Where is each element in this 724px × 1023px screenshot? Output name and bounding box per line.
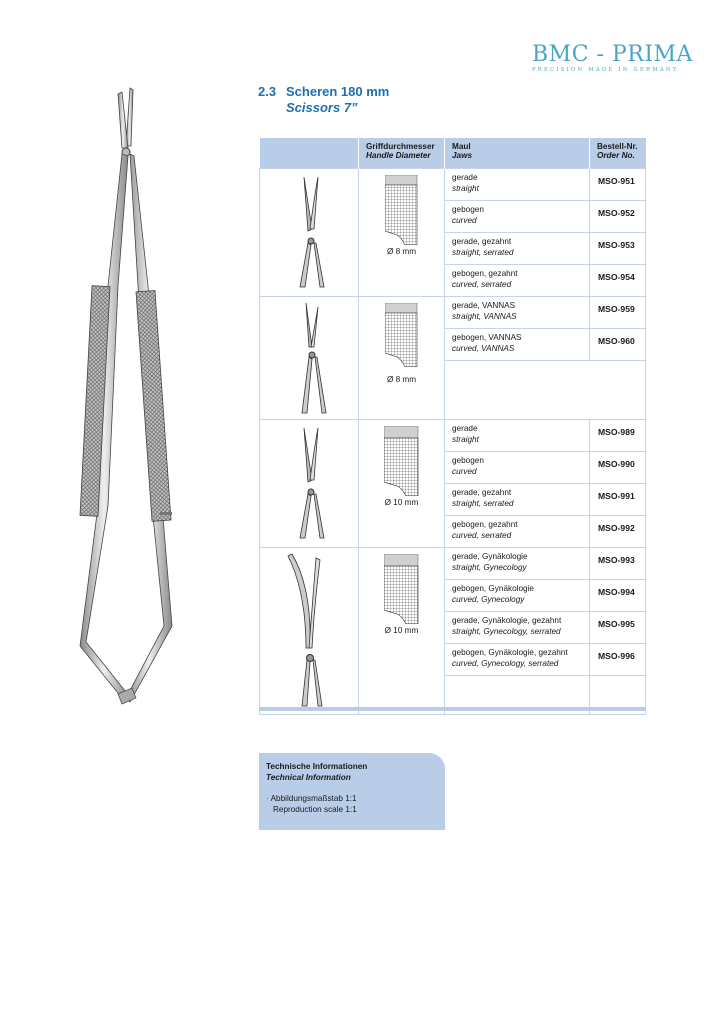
order-number: MSO-993 bbox=[590, 548, 646, 580]
handle-knurl-icon bbox=[385, 175, 419, 245]
jaw-cell: gerade straight bbox=[445, 169, 590, 201]
scissors-illustration bbox=[52, 86, 192, 708]
handle-knurl-icon bbox=[385, 303, 419, 367]
logo-tagline: PRECISION MADE IN GERMANY bbox=[532, 67, 679, 73]
jaw-cell: gerade, VANNAS straight, VANNAS bbox=[445, 297, 590, 329]
order-number: MSO-951 bbox=[590, 169, 646, 201]
tip-image-gynecology bbox=[260, 548, 359, 715]
jaw-cell: gebogen, gezahnt curved, serrated bbox=[445, 516, 590, 548]
order-number: MSO-989 bbox=[590, 420, 646, 452]
table-header-row bbox=[260, 138, 646, 169]
jaw-cell: gerade, gezahnt straight, serrated bbox=[445, 484, 590, 516]
section-title-en: Scissors 7” bbox=[286, 100, 358, 115]
technical-info-title: Technische Informationen Technical Information bbox=[266, 762, 368, 782]
header-diameter: Griffdurchmesser Handle Diameter bbox=[359, 138, 445, 169]
order-number: MSO-959 bbox=[590, 297, 646, 329]
order-number: MSO-995 bbox=[590, 612, 646, 644]
brand-logo bbox=[532, 42, 693, 73]
header-order: Bestell-Nr. Order No. bbox=[590, 138, 646, 169]
logo-wordmark: BMC - PRIMA bbox=[532, 42, 693, 67]
section-title-de: Scheren 180 mm bbox=[286, 84, 390, 99]
diameter-label: Ø 10 mm bbox=[384, 498, 419, 507]
technical-info-item: · Abbildungsmaßstab 1:1 Reproduction scale 1:1 bbox=[266, 794, 357, 814]
order-number: MSO-994 bbox=[590, 580, 646, 612]
diameter-cell bbox=[359, 548, 445, 715]
jaw-cell: gebogen, Gynäkologie curved, Gynecology bbox=[445, 580, 590, 612]
diameter-cell bbox=[359, 420, 445, 548]
jaw-cell: gebogen, gezahnt curved, serrated bbox=[445, 265, 590, 297]
order-number: MSO-953 bbox=[590, 233, 646, 265]
jaw-cell: gebogen curved bbox=[445, 201, 590, 233]
technical-info-box bbox=[259, 753, 445, 830]
product-table bbox=[259, 138, 646, 715]
scissor-tip-icon bbox=[260, 297, 358, 415]
tip-image-10mm bbox=[260, 420, 359, 548]
jaw-cell: gerade, gezahnt straight, serrated bbox=[445, 233, 590, 265]
tip-image-straight-curved bbox=[260, 169, 359, 297]
handle-knurl-icon bbox=[384, 426, 420, 496]
header-jaws: Maul Jaws bbox=[445, 138, 590, 169]
diameter-label: Ø 8 mm bbox=[386, 247, 417, 256]
jaw-cell: gebogen, Gynäkologie, gezahnt curved, Gynecology, serrated bbox=[445, 644, 590, 676]
jaw-cell: gerade straight bbox=[445, 420, 590, 452]
scissor-tip-icon bbox=[260, 169, 358, 289]
order-number: MSO-952 bbox=[590, 201, 646, 233]
section-number: 2.3 bbox=[258, 84, 277, 99]
jaw-cell: gerade, Gynäkologie, gezahnt straight, Gynecology, serrated bbox=[445, 612, 590, 644]
diameter-label: Ø 10 mm bbox=[384, 626, 419, 635]
scissor-tip-icon bbox=[260, 548, 358, 708]
handle-knurl-icon bbox=[384, 554, 420, 624]
section-heading bbox=[258, 84, 389, 115]
scissor-tip-icon bbox=[260, 420, 358, 540]
table-bottom-bar bbox=[259, 707, 645, 711]
jaw-cell: gebogen, VANNAS curved, VANNAS bbox=[445, 329, 590, 361]
table-row bbox=[260, 420, 646, 452]
table-row bbox=[260, 297, 646, 329]
table-row bbox=[260, 169, 646, 201]
jaw-cell: gebogen curved bbox=[445, 452, 590, 484]
order-number: MSO-996 bbox=[590, 644, 646, 676]
diameter-label: Ø 8 mm bbox=[386, 375, 417, 384]
header-image bbox=[260, 138, 359, 169]
order-number: MSO-960 bbox=[590, 329, 646, 361]
diameter-cell bbox=[359, 297, 445, 420]
order-number: MSO-990 bbox=[590, 452, 646, 484]
order-number: MSO-954 bbox=[590, 265, 646, 297]
bullet-icon: · bbox=[266, 794, 269, 803]
diameter-cell bbox=[359, 169, 445, 297]
order-number: MSO-991 bbox=[590, 484, 646, 516]
table-row bbox=[260, 548, 646, 580]
order-number: MSO-992 bbox=[590, 516, 646, 548]
tip-image-vannas bbox=[260, 297, 359, 420]
jaw-cell: gerade, Gynäkologie straight, Gynecology bbox=[445, 548, 590, 580]
